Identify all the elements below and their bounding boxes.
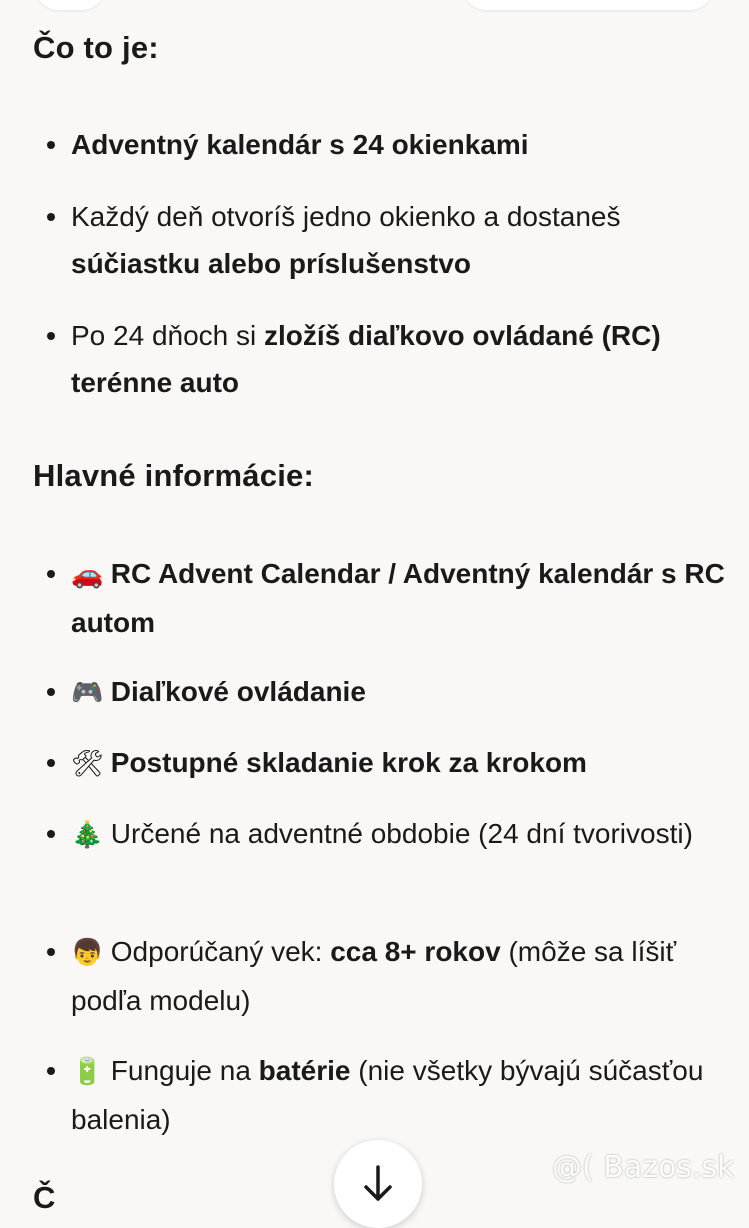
bullet-dot xyxy=(47,830,55,838)
bazos-watermark: @( Bazos.sk xyxy=(552,1150,735,1185)
item-bold-text: Diaľkové ovládanie xyxy=(110,676,366,707)
list-item xyxy=(71,550,731,646)
bullet-dot xyxy=(47,213,55,221)
next-section-heading-partial: Č xyxy=(33,1180,56,1215)
scroll-down-button[interactable] xyxy=(334,1140,422,1228)
battery-emoji-icon: 🔋 xyxy=(71,1057,104,1087)
item-text: Každý deň otvoríš jedno okienko a dostaneš xyxy=(71,201,621,232)
top-left-pill-button[interactable] xyxy=(34,0,106,10)
gamepad-emoji-icon: 🎮 xyxy=(71,678,104,708)
bullet-dot xyxy=(47,688,55,696)
bullet-dot xyxy=(47,948,55,956)
item-text: (môže sa líšiť podľa modelu) xyxy=(71,936,677,1016)
bullet-dot xyxy=(47,141,55,149)
item-bold-text: batérie xyxy=(258,1055,351,1086)
item-text: Funguje na xyxy=(110,1055,259,1086)
bullet-dot xyxy=(47,1067,55,1075)
item-bold-text: RC Advent Calendar / Adventný kalendár s RC autom xyxy=(71,558,725,638)
tools-emoji-icon: 🛠 xyxy=(71,749,105,779)
bullet-dot xyxy=(47,332,55,340)
section-heading-what-is-it: Čo to je: xyxy=(33,30,159,65)
item-text: (nie všetky bývajú súčasťou balenia) xyxy=(71,1055,704,1135)
bullet-dot xyxy=(47,570,55,578)
list-item xyxy=(71,1047,731,1143)
item-bold-text: súčiastku alebo príslušenstvo xyxy=(71,248,471,279)
bullet-dot xyxy=(47,759,55,767)
section-heading-main-info: Hlavné informácie: xyxy=(33,458,314,493)
item-text: Odporúčaný vek: xyxy=(110,936,331,967)
arrow-down-icon xyxy=(362,1164,394,1204)
list-item xyxy=(71,739,731,788)
list-item xyxy=(71,810,731,859)
list-item xyxy=(71,193,731,287)
item-text: Po 24 dňoch si xyxy=(71,320,265,351)
item-bold-text: zložíš diaľkovo ovládané (RC) terénne auto xyxy=(71,320,661,398)
list-item xyxy=(71,668,731,717)
list-item xyxy=(71,312,731,406)
list-item xyxy=(71,121,731,168)
boy-emoji-icon: 👦 xyxy=(71,938,104,968)
item-bold-text: Adventný kalendár s 24 okienkami xyxy=(71,129,529,160)
car-emoji-icon: 🚗 xyxy=(71,560,104,590)
item-bold-text: cca 8+ rokov xyxy=(330,936,501,967)
top-right-pill-button[interactable] xyxy=(462,0,714,10)
item-text: Určené na adventné obdobie (24 dní tvorivosti) xyxy=(110,818,693,849)
list-item xyxy=(71,928,731,1024)
item-bold-text: Postupné skladanie krok za krokom xyxy=(110,747,587,778)
christmas-tree-emoji-icon: 🎄 xyxy=(71,820,104,850)
